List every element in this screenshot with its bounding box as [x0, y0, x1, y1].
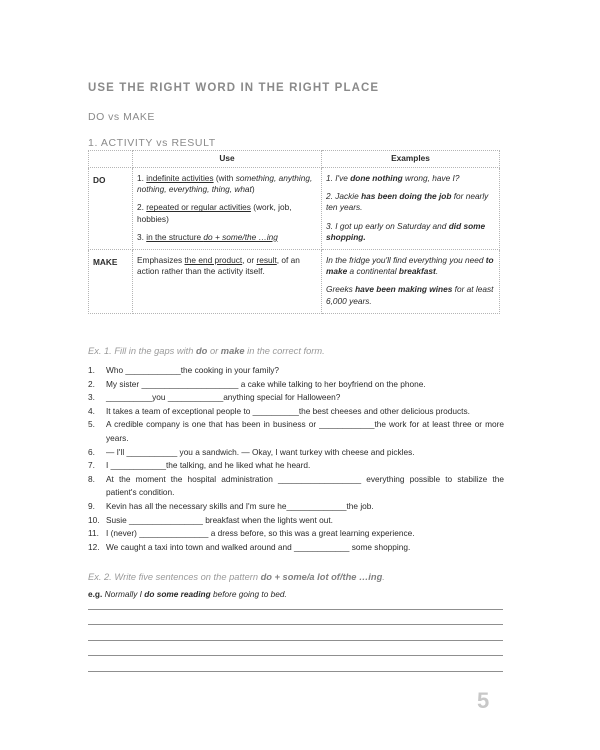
- grammar-table: [88, 150, 500, 314]
- writing-line[interactable]: [88, 671, 503, 672]
- do-example-2: 2. Jackie has been doing the job for nearly ten years.: [326, 191, 489, 213]
- list-item: 8. At the moment the hospital administration __________________ everything possible to stabilize the patient's condition.: [88, 473, 504, 498]
- list-item: 7. I ____________the talking, and he liked what he heard.: [88, 460, 311, 471]
- do-use-3: 3. in the structure do + some/the …ing: [137, 231, 278, 242]
- do-examples-cell: [322, 168, 500, 250]
- header-use: Use: [133, 151, 322, 168]
- writing-line[interactable]: [88, 624, 503, 625]
- exercise-1-title: Ex. 1. Fill in the gaps with do or make in the correct form.: [88, 346, 325, 356]
- make-examples-cell: [322, 249, 500, 313]
- writing-line[interactable]: [88, 609, 503, 610]
- list-item: 12. We caught a taxi into town and walked around and ____________ some shopping.: [88, 541, 411, 552]
- list-item: 4. It takes a team of exceptional people to __________the best cheeses and other delicious products.: [88, 405, 470, 416]
- exercise-2-title: Ex. 2. Write five sentences on the pattern do + some/a lot of/the …ing.: [88, 572, 385, 582]
- do-example-1: 1. I've done nothing wrong, have I?: [326, 173, 460, 183]
- writing-line[interactable]: [88, 655, 503, 656]
- exercise-1-list: [88, 364, 504, 554]
- do-example-3: 3. I got up early on Saturday and did some shopping.: [326, 220, 486, 242]
- list-item: 9. Kevin has all the necessary skills and I'm sure he_____________the job.: [88, 500, 374, 511]
- do-use-cell: [133, 168, 322, 250]
- table-row-make: [89, 249, 500, 313]
- list-item: 10. Susie ________________ breakfast when the lights went out.: [88, 514, 333, 525]
- list-item: 5. A credible company is one that has been in business or ____________the work for at least three or more years.: [88, 419, 504, 443]
- do-use-1: 1. indefinite activities (with something, anything, nothing, everything, thing, what): [137, 173, 313, 195]
- table-header-row: [89, 151, 500, 168]
- table-row-do: [89, 168, 500, 250]
- do-use-2: 2. repeated or regular activities (work, job, hobbies): [137, 202, 292, 224]
- make-use-1: Emphasizes the end product, or result, of an action rather than the activity itself.: [137, 254, 300, 277]
- make-example-2: Greeks have been making wines for at least 6,000 years.: [326, 284, 494, 306]
- term-make: MAKE: [89, 249, 133, 313]
- list-item: 6. — I'll ___________ you a sandwich. — Okay, I want turkey with cheese and pickles.: [88, 446, 415, 457]
- term-do: DO: [89, 168, 133, 250]
- header-empty: [89, 151, 133, 168]
- list-item: 11. I (never) _______________ a dress before, so this was a great learning experience.: [88, 528, 415, 539]
- page-number: 5: [477, 688, 490, 713]
- header-examples: Examples: [322, 151, 500, 168]
- example-sentence: e.g. Normally I do some reading before going to bed.: [88, 589, 287, 599]
- list-item: 2. My sister _____________________ a cake while talking to her boyfriend on the phone.: [88, 378, 426, 389]
- make-example-1: In the fridge you'll find everything you need to make a continental breakfast.: [326, 254, 494, 277]
- section-title: 1. ACTIVITY vs RESULT: [88, 137, 216, 149]
- make-use-cell: [133, 249, 322, 313]
- page-heading: USE THE RIGHT WORD IN THE RIGHT PLACE: [88, 82, 380, 94]
- topic-subheading: DO vs MAKE: [88, 111, 155, 123]
- list-item: 3. __________you ____________anything special for Halloween?: [88, 392, 341, 403]
- writing-line[interactable]: [88, 640, 503, 641]
- list-item: 1. Who ____________the cooking in your family?: [88, 365, 279, 375]
- writing-lines: [88, 609, 503, 686]
